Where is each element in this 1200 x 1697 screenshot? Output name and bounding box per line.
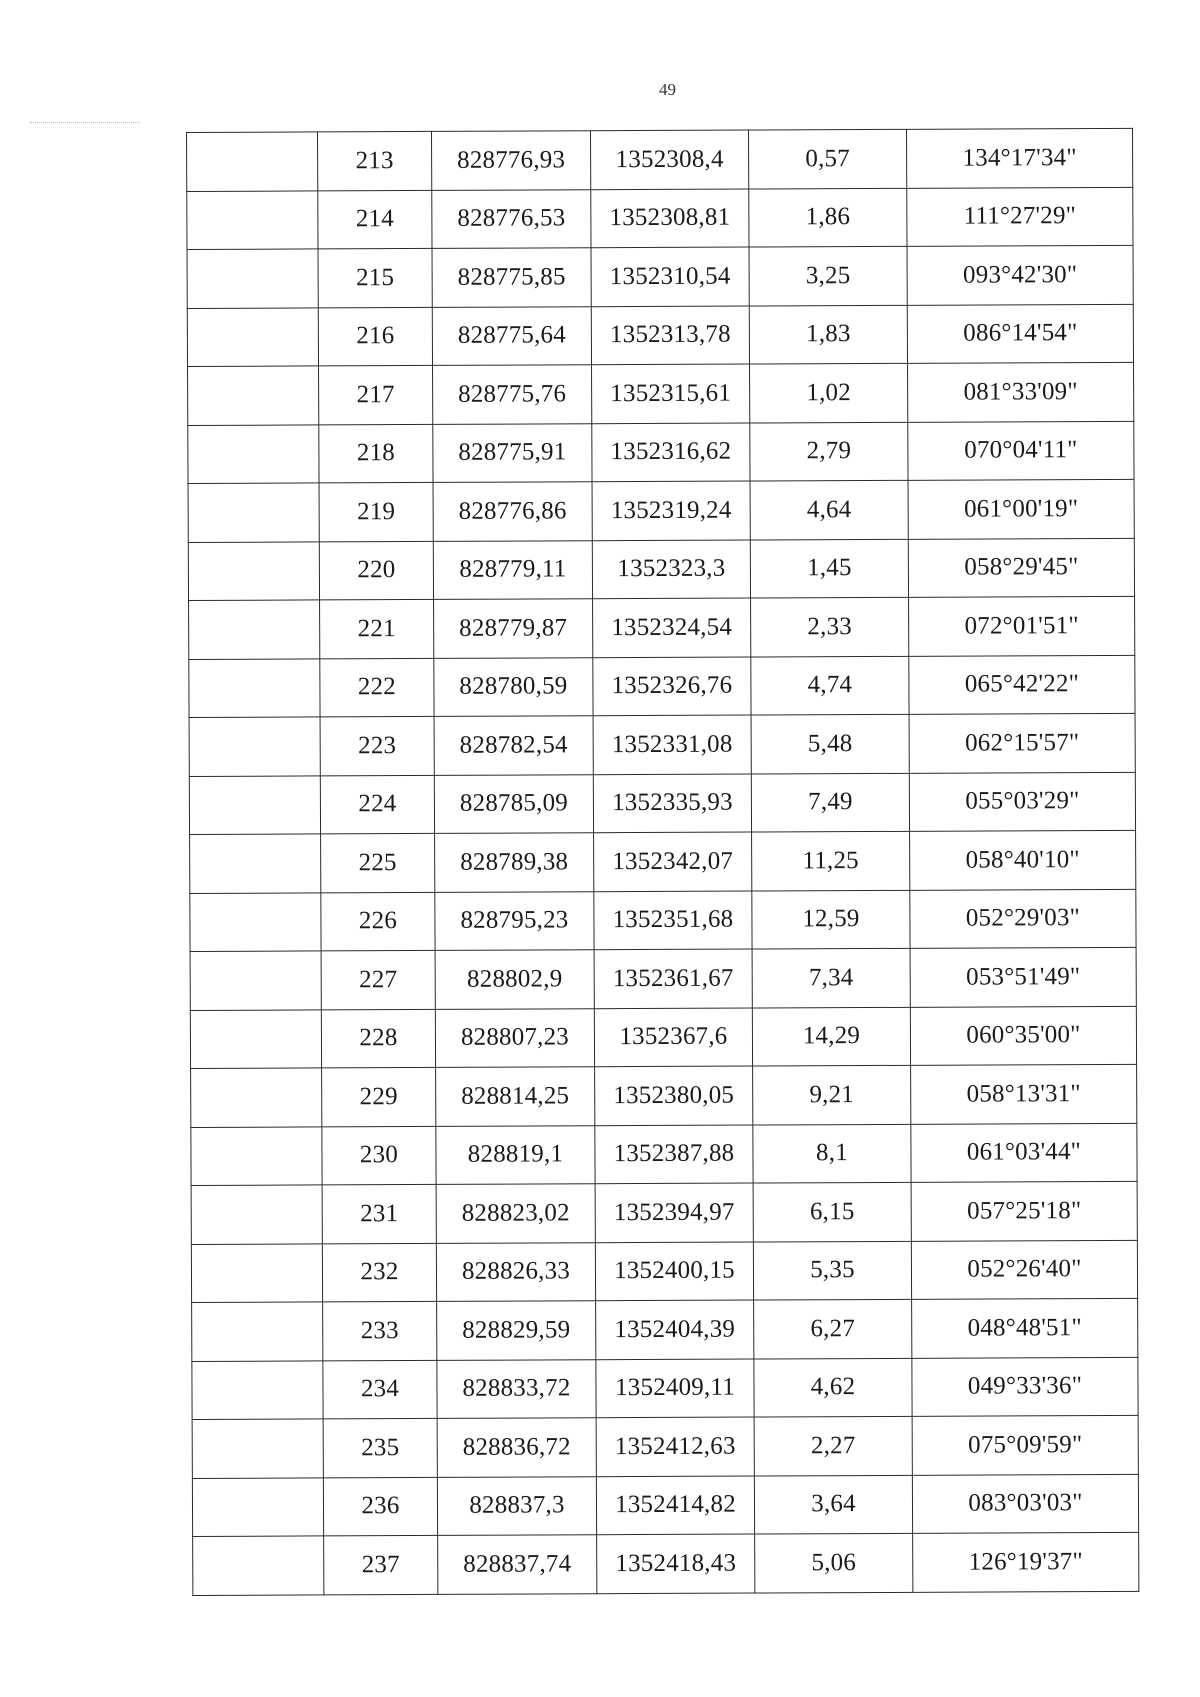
table-row — [191, 1123, 1137, 1186]
direction-angle-cell: 061°00'19" — [908, 479, 1134, 538]
x-coordinate-cell: 828776,86 — [433, 482, 592, 541]
direction-angle-cell: 048°48'51" — [912, 1298, 1138, 1357]
y-coordinate-cell: 1352412,63 — [596, 1417, 754, 1476]
point-number-cell: 217 — [319, 365, 433, 424]
x-coordinate-cell: 828775,91 — [433, 423, 592, 482]
blank-cell — [189, 600, 320, 659]
distance-cell: 1,02 — [750, 363, 908, 422]
distance-cell: 1,83 — [749, 305, 907, 364]
point-number-cell: 236 — [323, 1477, 437, 1536]
blank-cell — [190, 951, 321, 1010]
direction-angle-cell: 062°15'57" — [909, 713, 1135, 772]
distance-cell: 7,49 — [751, 773, 909, 832]
table-row — [187, 245, 1133, 308]
blank-cell — [193, 1536, 324, 1595]
x-coordinate-cell: 828795,23 — [435, 891, 594, 950]
table-row — [193, 1532, 1139, 1595]
x-coordinate-cell: 828833,72 — [437, 1359, 596, 1418]
y-coordinate-cell: 1352331,08 — [593, 715, 751, 774]
y-coordinate-cell: 1352308,81 — [591, 189, 749, 248]
x-coordinate-cell: 828779,87 — [434, 599, 593, 658]
y-coordinate-cell: 1352387,88 — [595, 1125, 753, 1184]
table-row — [191, 1240, 1137, 1303]
y-coordinate-cell: 1352310,54 — [591, 247, 749, 306]
blank-cell — [190, 1009, 321, 1068]
point-number-cell: 237 — [324, 1535, 438, 1594]
distance-cell: 6,27 — [754, 1299, 912, 1358]
table-row — [190, 1006, 1136, 1069]
table-row — [190, 889, 1136, 952]
blank-cell — [189, 775, 320, 834]
point-number-cell: 229 — [322, 1067, 436, 1126]
point-number-cell: 216 — [318, 307, 432, 366]
table-row — [187, 128, 1133, 191]
x-coordinate-cell: 828775,76 — [433, 365, 592, 424]
y-coordinate-cell: 1352315,61 — [592, 364, 750, 423]
y-coordinate-cell: 1352326,76 — [593, 657, 751, 716]
point-number-cell: 226 — [321, 892, 435, 951]
point-number-cell: 230 — [322, 1126, 436, 1185]
blank-cell — [190, 892, 321, 951]
blank-cell — [190, 834, 321, 893]
point-number-cell: 233 — [323, 1301, 437, 1360]
table-row — [191, 1181, 1137, 1244]
coordinates-table — [186, 128, 1139, 1596]
direction-angle-cell: 052°26'40" — [911, 1240, 1137, 1299]
distance-cell: 2,79 — [750, 422, 908, 481]
point-number-cell: 232 — [322, 1243, 436, 1302]
distance-cell: 5,35 — [753, 1241, 911, 1300]
direction-angle-cell: 081°33'09" — [908, 362, 1134, 421]
blank-cell — [188, 483, 319, 542]
x-coordinate-cell: 828829,59 — [437, 1301, 596, 1360]
y-coordinate-cell: 1352400,15 — [595, 1242, 753, 1301]
y-coordinate-cell: 1352308,4 — [590, 130, 748, 189]
table-row — [188, 479, 1134, 542]
blank-cell — [187, 249, 318, 308]
blank-cell — [191, 1126, 322, 1185]
table-row — [191, 1064, 1137, 1127]
point-number-cell: 225 — [321, 833, 435, 892]
x-coordinate-cell: 828837,3 — [437, 1476, 596, 1535]
distance-cell: 11,25 — [752, 831, 910, 890]
blank-cell — [191, 1185, 322, 1244]
blank-cell — [188, 541, 319, 600]
point-number-cell: 218 — [319, 424, 433, 483]
distance-cell: 6,15 — [753, 1182, 911, 1241]
y-coordinate-cell: 1352394,97 — [595, 1183, 753, 1242]
distance-cell: 1,45 — [750, 539, 908, 598]
direction-angle-cell: 134°17'34" — [906, 128, 1132, 187]
x-coordinate-cell: 828823,02 — [436, 1184, 595, 1243]
blank-cell — [189, 717, 320, 776]
blank-cell — [192, 1477, 323, 1536]
distance-cell: 14,29 — [752, 1007, 910, 1066]
direction-angle-cell: 058°13'31" — [911, 1064, 1137, 1123]
distance-cell: 3,64 — [754, 1475, 912, 1534]
y-coordinate-cell: 1352324,54 — [593, 598, 751, 657]
blank-cell — [192, 1419, 323, 1478]
direction-angle-cell: 060°35'00" — [910, 1006, 1136, 1065]
table-row — [189, 772, 1135, 835]
x-coordinate-cell: 828775,64 — [432, 306, 591, 365]
x-coordinate-cell: 828776,53 — [432, 189, 591, 248]
point-number-cell: 213 — [318, 131, 432, 190]
distance-cell: 4,74 — [751, 656, 909, 715]
distance-cell: 7,34 — [752, 948, 910, 1007]
x-coordinate-cell: 828837,74 — [438, 1535, 597, 1594]
point-number-cell: 220 — [319, 541, 433, 600]
x-coordinate-cell: 828819,1 — [436, 1125, 595, 1184]
x-coordinate-cell: 828826,33 — [436, 1242, 595, 1301]
point-number-cell: 214 — [318, 190, 432, 249]
direction-angle-cell: 053°51'49" — [910, 947, 1136, 1006]
point-number-cell: 224 — [320, 775, 434, 834]
direction-angle-cell: 086°14'54" — [907, 304, 1133, 363]
table-row — [192, 1298, 1138, 1361]
direction-angle-cell: 083°03'03" — [912, 1474, 1138, 1533]
y-coordinate-cell: 1352313,78 — [591, 306, 749, 365]
distance-cell: 9,21 — [753, 1065, 911, 1124]
distance-cell: 5,06 — [755, 1533, 913, 1592]
distance-cell: 4,64 — [750, 480, 908, 539]
table-row — [189, 655, 1135, 718]
y-coordinate-cell: 1352409,11 — [596, 1359, 754, 1418]
blank-cell — [191, 1243, 322, 1302]
direction-angle-cell: 093°42'30" — [907, 245, 1133, 304]
blank-cell — [192, 1302, 323, 1361]
distance-cell: 0,57 — [748, 129, 906, 188]
y-coordinate-cell: 1352414,82 — [596, 1476, 754, 1535]
x-coordinate-cell: 828789,38 — [435, 833, 594, 892]
direction-angle-cell: 055°03'29" — [909, 772, 1135, 831]
table-row — [189, 596, 1135, 659]
blank-cell — [187, 307, 318, 366]
blank-cell — [192, 1360, 323, 1419]
table-row — [188, 362, 1134, 425]
distance-cell: 2,33 — [751, 597, 909, 656]
point-number-cell: 227 — [321, 950, 435, 1009]
y-coordinate-cell: 1352367,6 — [594, 1008, 752, 1067]
table-row — [192, 1357, 1138, 1420]
point-number-cell: 219 — [319, 482, 433, 541]
y-coordinate-cell: 1352323,3 — [592, 540, 750, 599]
direction-angle-cell: 052°29'03" — [910, 889, 1136, 948]
blank-cell — [187, 132, 318, 191]
direction-angle-cell: 057°25'18" — [911, 1181, 1137, 1240]
direction-angle-cell: 075°09'59" — [912, 1415, 1138, 1474]
y-coordinate-cell: 1352319,24 — [592, 481, 750, 540]
distance-cell: 2,27 — [754, 1416, 912, 1475]
direction-angle-cell: 065°42'22" — [909, 655, 1135, 714]
table-row — [188, 421, 1134, 484]
direction-angle-cell: 126°19'37" — [913, 1532, 1139, 1591]
direction-angle-cell: 058°29'45" — [908, 538, 1134, 597]
point-number-cell: 215 — [318, 248, 432, 307]
x-coordinate-cell: 828814,25 — [436, 1067, 595, 1126]
scan-artifact — [30, 122, 140, 123]
blank-cell — [191, 1068, 322, 1127]
x-coordinate-cell: 828780,59 — [434, 657, 593, 716]
y-coordinate-cell: 1352380,05 — [595, 1066, 753, 1125]
y-coordinate-cell: 1352418,43 — [597, 1534, 755, 1593]
direction-angle-cell: 070°04'11" — [908, 421, 1134, 480]
point-number-cell: 234 — [323, 1360, 437, 1419]
point-number-cell: 223 — [320, 716, 434, 775]
table-row — [190, 830, 1136, 893]
point-number-cell: 222 — [320, 658, 434, 717]
distance-cell: 12,59 — [752, 890, 910, 949]
distance-cell: 3,25 — [749, 246, 907, 305]
y-coordinate-cell: 1352335,93 — [593, 774, 751, 833]
x-coordinate-cell: 828807,23 — [435, 1008, 594, 1067]
x-coordinate-cell: 828802,9 — [435, 950, 594, 1009]
direction-angle-cell: 061°03'44" — [911, 1123, 1137, 1182]
x-coordinate-cell: 828776,93 — [431, 131, 590, 190]
table-row — [189, 713, 1135, 776]
blank-cell — [189, 658, 320, 717]
y-coordinate-cell: 1352316,62 — [592, 423, 750, 482]
y-coordinate-cell: 1352404,39 — [596, 1300, 754, 1359]
x-coordinate-cell: 828775,85 — [432, 248, 591, 307]
x-coordinate-cell: 828782,54 — [434, 716, 593, 775]
blank-cell — [187, 190, 318, 249]
distance-cell: 5,48 — [751, 714, 909, 773]
direction-angle-cell: 049°33'36" — [912, 1357, 1138, 1416]
point-number-cell: 231 — [322, 1184, 436, 1243]
coordinates-table-body — [187, 128, 1139, 1595]
x-coordinate-cell: 828785,09 — [434, 774, 593, 833]
point-number-cell: 221 — [320, 599, 434, 658]
distance-cell: 1,86 — [749, 188, 907, 247]
table-row — [187, 304, 1133, 367]
table-row — [187, 187, 1133, 250]
y-coordinate-cell: 1352361,67 — [594, 949, 752, 1008]
distance-cell: 4,62 — [754, 1358, 912, 1417]
distance-cell: 8,1 — [753, 1124, 911, 1183]
blank-cell — [188, 366, 319, 425]
page-number: 49 — [659, 80, 676, 99]
table-row — [192, 1415, 1138, 1478]
table-row — [188, 538, 1134, 601]
x-coordinate-cell: 828836,72 — [437, 1418, 596, 1477]
direction-angle-cell: 111°27'29" — [907, 187, 1133, 246]
point-number-cell: 228 — [321, 1009, 435, 1068]
direction-angle-cell: 072°01'51" — [909, 596, 1135, 655]
point-number-cell: 235 — [323, 1418, 437, 1477]
y-coordinate-cell: 1352351,68 — [594, 891, 752, 950]
direction-angle-cell: 058°40'10" — [910, 830, 1136, 889]
x-coordinate-cell: 828779,11 — [433, 540, 592, 599]
blank-cell — [188, 424, 319, 483]
table-row — [190, 947, 1136, 1010]
table-row — [192, 1474, 1138, 1537]
y-coordinate-cell: 1352342,07 — [594, 832, 752, 891]
